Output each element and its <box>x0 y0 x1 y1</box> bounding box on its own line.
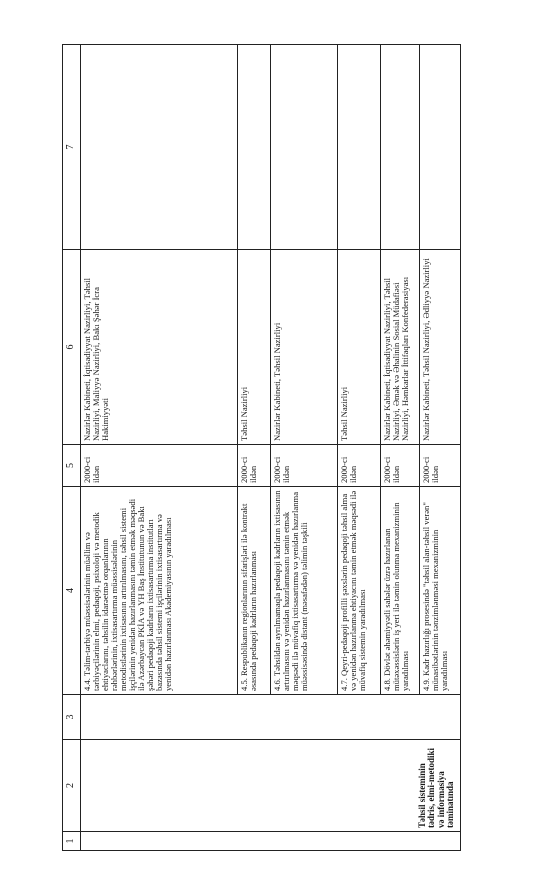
action-plan-table <box>62 44 461 851</box>
column-number-3: 3 <box>63 695 81 740</box>
task-cell: 4.9. Kadr hazırlığı prosesində "təhsil alan-təhsil verən" münasibətlərinin tənzimlənməsi mexanizminin yaradılması <box>419 487 460 695</box>
note-cell <box>80 45 237 250</box>
empty-column-cell <box>80 695 460 740</box>
section-title: Təhsil sisteminin tədris, elmi-metodiki və informasiya təminatında <box>80 740 460 832</box>
executor-cell: Təhsil Nazirliyi <box>237 250 270 445</box>
row-number-cell <box>80 832 460 851</box>
column-number-7: 7 <box>63 45 81 250</box>
date-cell: 2000-ci ildən <box>80 445 237 487</box>
date-cell: 2000-ci ildən <box>270 445 337 487</box>
column-number-6: 6 <box>63 250 81 445</box>
task-cell: 4.8. Dövlət əhəmiyyətli sahələr üzrə hazırlanan mütəxəssislərin iş yeri ilə təmin olunma mexanizminin yaradılması <box>380 487 419 695</box>
task-cell: 4.7. Qeyri-pedaqoji profilli şəxslərin pedaqoji təhsil alma və yenidən hazırlanma ehtiyacını təmin etmək məqsədi ilə müvafiq sistemin yaradılması <box>337 487 380 695</box>
note-cell <box>237 45 270 250</box>
date-cell: 2000-ci ildən <box>337 445 380 487</box>
executor-cell: Nazirlər Kabineti, İqtisadiyyat Nazirliyi, Təhsil Nazirliyi, Maliyyə Nazirliyi, Bakı Şəhər İcra Hakimiyyəti <box>80 250 237 445</box>
table-header-row <box>63 45 81 851</box>
date-cell: 2000-ci ildən <box>237 445 270 487</box>
task-cell: 4.4. Təlim-tərbiyə müəssisələrinin müəllim və tərbiyəçilərinin elmi, pedaqoji, psixoloji və metodik ehtiyaclarını, təhsilin idarəetmə orqanlarının rəhbərlərinin, ixtisasartırma müəssisələrinin metodistlərinin ixtisasının artırılmasını, təhsil sistemi işçilərinin yenidən hazırlanmasını təmin etmək məqsədi ilə Azərbaycan PKİA və YH Baş İnstitutunun və Bakı şəhəri pedaqoji kadrların ixtisasartırma institutları bazasında təhsil sistemi işçilərinin ixtisasartırma və yenidən hazırlanması Akademiyasının yaradılması <box>80 487 237 695</box>
executor-cell: Nazirlər Kabineti, Təhsil Nazirliyi, Ədliyyə Nazirliyi <box>419 250 460 445</box>
date-cell: 2000-ci ildən <box>380 445 419 487</box>
column-number-1: 1 <box>63 832 81 851</box>
executor-cell: Təhsil Nazirliyi <box>337 250 380 445</box>
date-cell: 2000-ci ildən <box>419 445 460 487</box>
column-number-4: 4 <box>63 487 81 695</box>
task-cell: 4.5. Respublikanın regionlarının sifarişləri ilə kontrakt əsasında pedaqoji kadrların hazırlanması <box>237 487 270 695</box>
column-number-5: 5 <box>63 445 81 487</box>
executor-cell: Nazirlər Kabineti, İqtisadiyyat Nazirliyi, Təhsil Nazirliyi, Əmək və Əhalinin Sosial Müdafiəsi Nazirliyi, Həmkarlar İttifaqları Konfederasiyası <box>380 250 419 445</box>
note-cell <box>270 45 337 250</box>
column-number-2: 2 <box>63 740 81 832</box>
executor-cell: Nazirlər Kabineti, Təhsil Nazirliyi <box>270 250 337 445</box>
note-cell <box>337 45 380 250</box>
note-cell <box>380 45 419 250</box>
table-row <box>80 45 237 851</box>
task-cell: 4.6. Təhsildən ayrılmamaqla pedaqoji kadrların ixtisasının artırılmasını və yenidən hazırlanmasını təmin etmək məqsədi ilə müvafiq ixtisasartırma və yenidən hazırlanma müəssisəsində distant (məsafədən) təlimin təşkili <box>270 487 337 695</box>
note-cell <box>419 45 460 250</box>
